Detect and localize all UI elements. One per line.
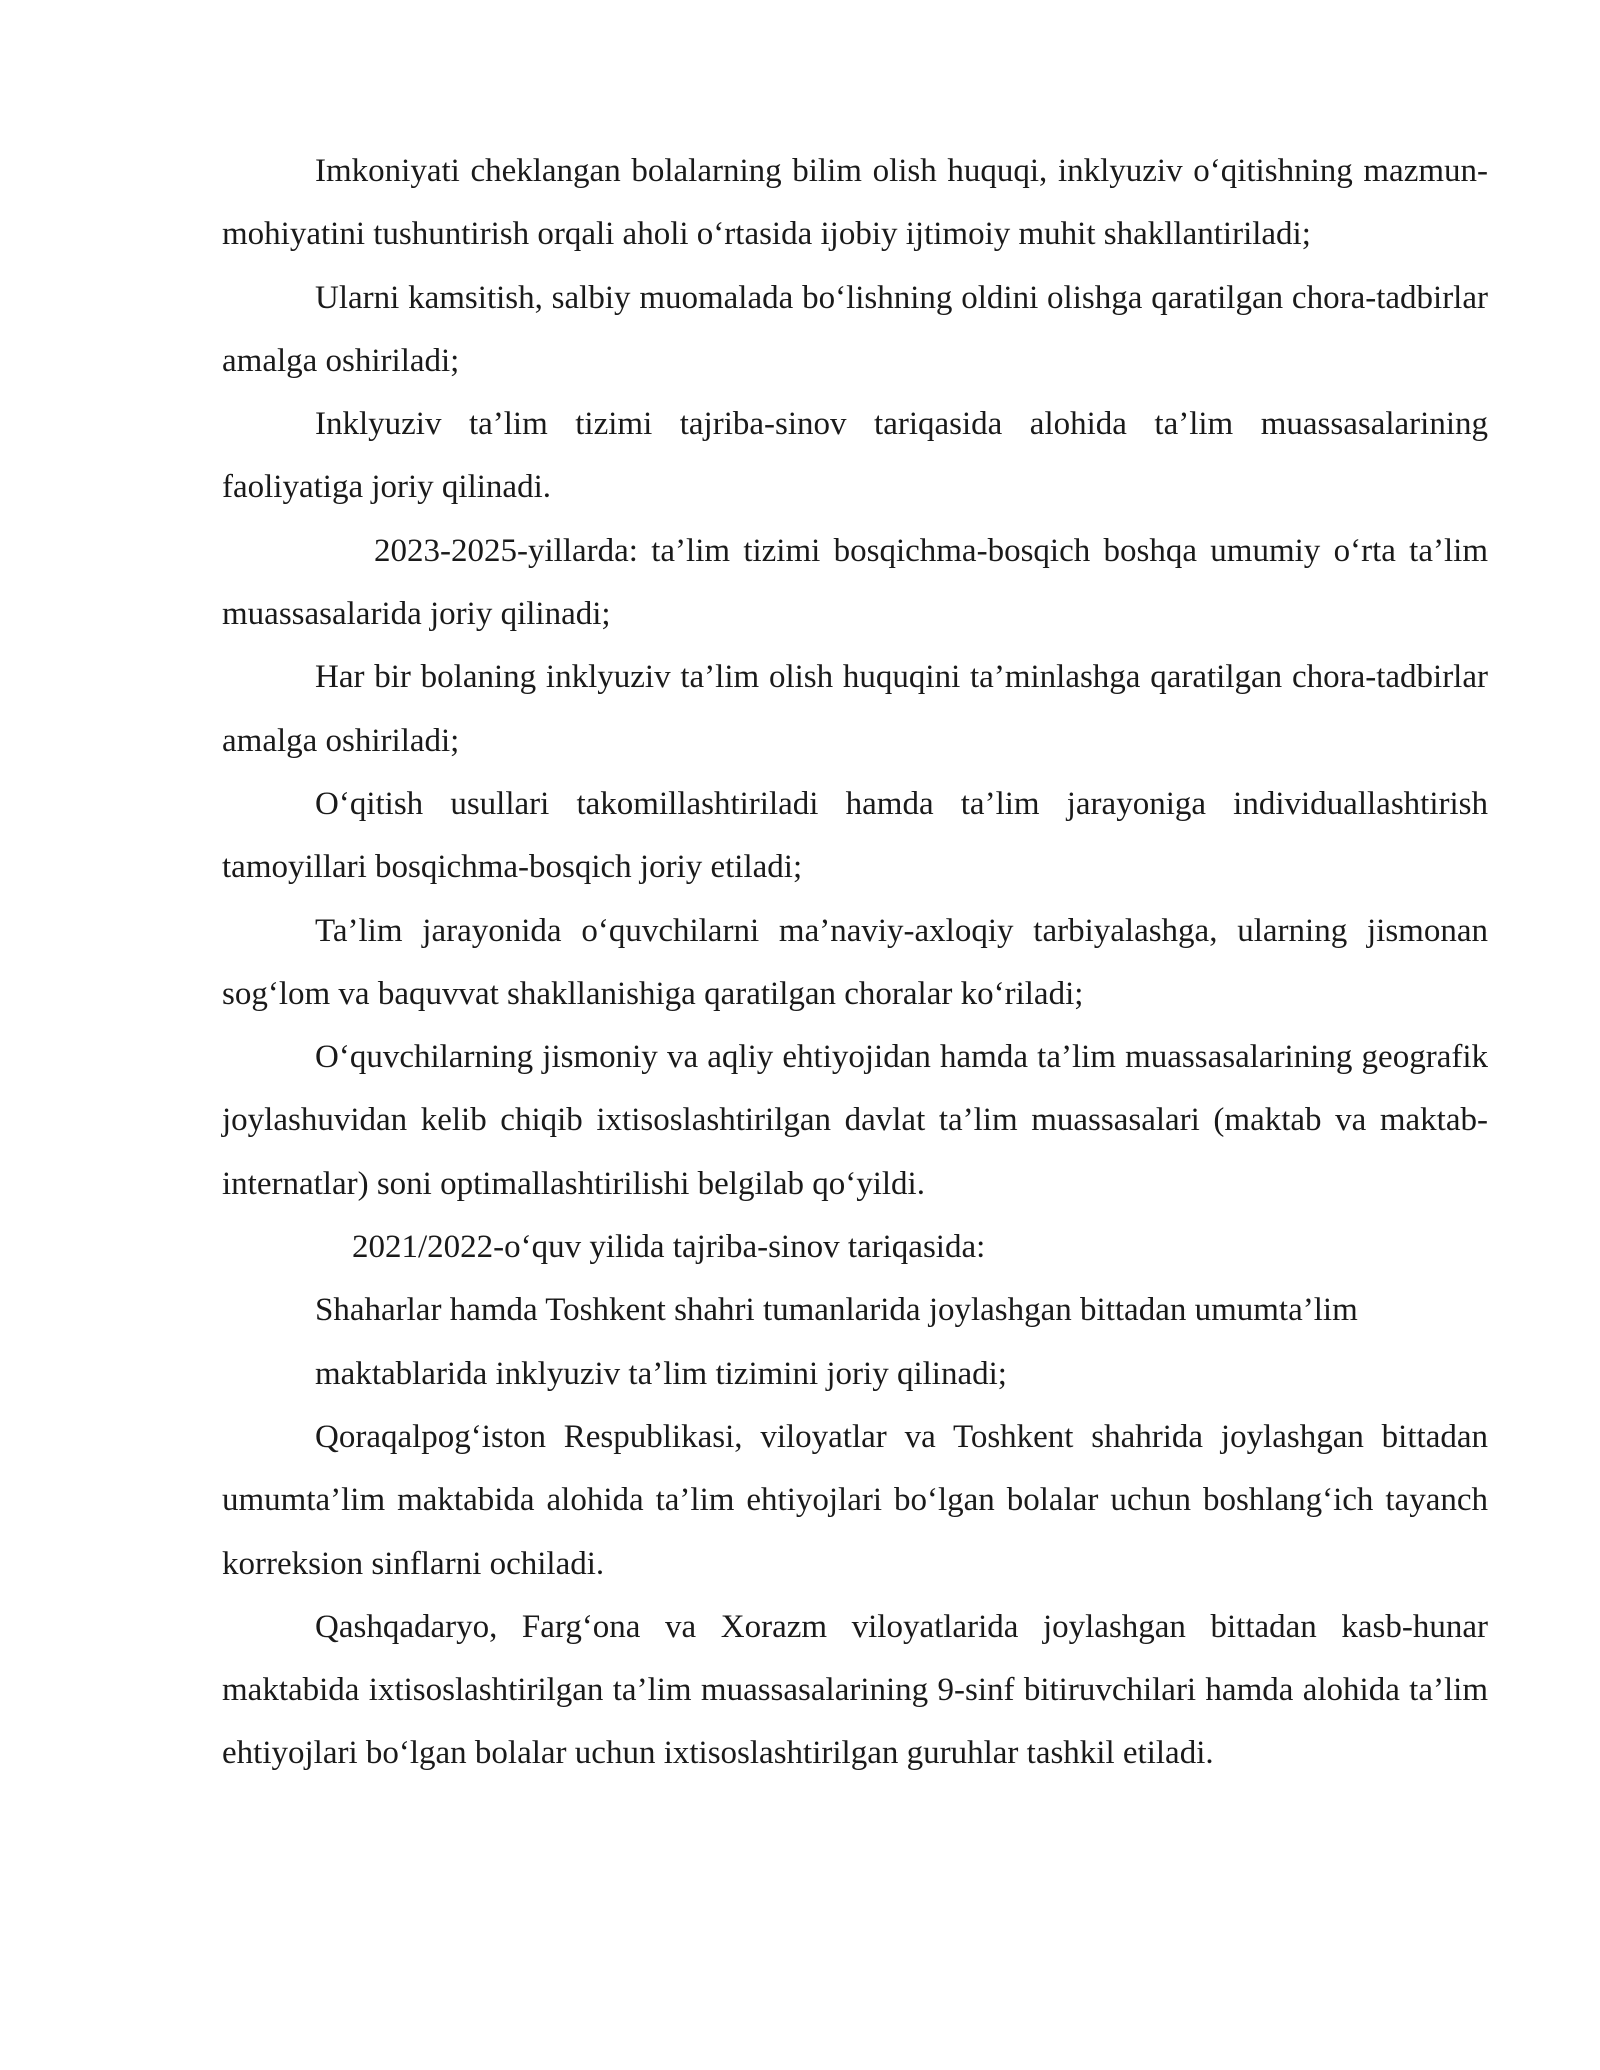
paragraph-5: Har bir bolaning inklyuziv ta’lim olish huquqini ta’minlashga qaratilgan chora-tadbirlar amalga oshiriladi; xyxy=(222,659,1488,759)
paragraph-1: Imkoniyati cheklangan bolalarning bilim olish huquqi, inklyuziv o‘qitishning mazmun-mohiyatini tushuntirish orqali aholi o‘rtasida ijobiy ijtimoiy muhit shakllantiriladi; xyxy=(222,153,1488,253)
document-body xyxy=(222,140,1488,1786)
paragraph-9-heading: 2021/2022-o‘quv yilida tajriba-sinov tariqasida: xyxy=(352,1229,986,1266)
paragraph-7: Ta’lim jarayonida o‘quvchilarni ma’naviy-axloqiy tarbiyalashga, ularning jismonan sog‘lom va baquvvat shakllanishiga qaratilgan choralar ko‘riladi; xyxy=(222,912,1488,1012)
paragraph-2: Ularni kamsitish, salbiy muomalada bo‘lishning oldini olishga qaratilgan chora-tadbirlar amalga oshiriladi; xyxy=(222,279,1488,379)
paragraph-3: Inklyuziv ta’lim tizimi tajriba-sinov tariqasida alohida ta’lim muassasalarining faoliyatiga joriy qilinadi. xyxy=(222,406,1488,506)
paragraph-12: Qashqadaryo, Farg‘ona va Xorazm viloyatlarida joylashgan bittadan kasb-hunar maktabida ixtisoslashtirilgan ta’lim muassasalarining 9-sinf bitiruvchilari hamda alohida ta’lim ehtiyojlari bo‘lgan bolalar uchun ixtisoslashtirilgan guruhlar tashkil etiladi. xyxy=(222,1608,1488,1772)
paragraph-8: O‘quvchilarning jismoniy va aqliy ehtiyojidan hamda ta’lim muassasalarining geografik joylashuvidan kelib chiqib ixtisoslashtirilgan davlat ta’lim muassasalari (maktab va maktab-internatlar) soni optimallashtirilishi belgilab qo‘yildi. xyxy=(222,1039,1488,1202)
paragraph-11: Qoraqalpog‘iston Respublikasi, viloyatlar va Toshkent shahrida joylashgan bittadan umumta’lim maktabida alohida ta’lim ehtiyojlari bo‘lgan bolalar uchun boshlang‘ich tayanch korreksion sinflarni ochiladi. xyxy=(222,1418,1488,1582)
paragraph-10: Shaharlar hamda Toshkent shahri tumanlarida joylashgan bittadan umumta’lim maktablarida inklyuziv ta’lim tizimini joriy qilinadi; xyxy=(315,1292,1358,1392)
paragraph-6: O‘qitish usullari takomillashtiriladi hamda ta’lim jarayoniga individuallashtirish tamoyillari bosqichma-bosqich joriy etiladi; xyxy=(222,785,1488,886)
paragraph-4: 2023-2025-yillarda: ta’lim tizimi bosqichma-bosqich boshqa umumiy o‘rta ta’lim muassasalarida joriy qilinadi; xyxy=(222,532,1488,633)
